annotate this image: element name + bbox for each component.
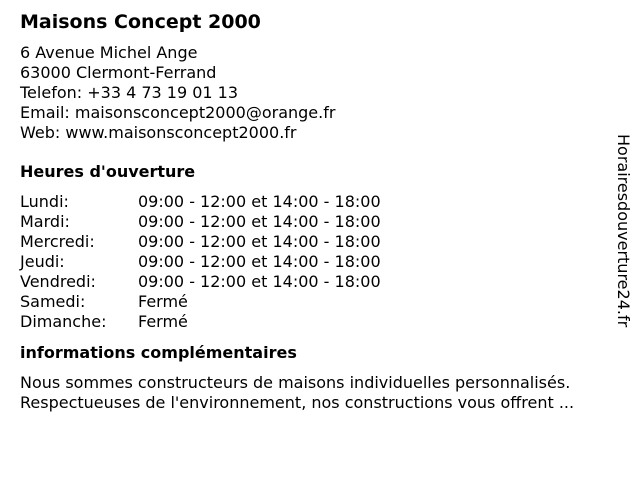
hours-row-sunday [20, 312, 620, 332]
additional-info-heading: informations complémentaires [20, 343, 297, 362]
hours-day: Vendredi: [20, 272, 96, 291]
hours-time: 09:00 - 12:00 et 14:00 - 18:00 [138, 212, 381, 231]
hours-row-monday [20, 192, 620, 212]
business-name: Maisons Concept 2000 [20, 11, 261, 33]
opening-hours-table [20, 192, 620, 332]
website-line: Web: www.maisonsconcept2000.fr [20, 123, 297, 142]
site-watermark: Horairesdouverture24.fr [614, 134, 633, 328]
hours-row-tuesday [20, 212, 620, 232]
hours-day: Jeudi: [20, 252, 65, 271]
hours-time: 09:00 - 12:00 et 14:00 - 18:00 [138, 192, 381, 211]
business-card [20, 10, 620, 413]
address-city: 63000 Clermont-Ferrand [20, 63, 217, 82]
hours-row-wednesday [20, 232, 620, 252]
phone-line: Telefon: +33 4 73 19 01 13 [20, 83, 239, 102]
hours-time: Fermé [138, 312, 188, 331]
hours-day: Lundi: [20, 192, 69, 211]
hours-day: Dimanche: [20, 312, 107, 331]
hours-day: Samedi: [20, 292, 86, 311]
hours-time: Fermé [138, 292, 188, 311]
email-line: Email: maisonsconcept2000@orange.fr [20, 103, 336, 122]
hours-time: 09:00 - 12:00 et 14:00 - 18:00 [138, 252, 381, 271]
info-line: Nous sommes constructeurs de maisons individuelles personnalisés. [20, 373, 571, 392]
address-street: 6 Avenue Michel Ange [20, 43, 198, 62]
hours-day: Mercredi: [20, 232, 95, 251]
hours-row-thursday [20, 252, 620, 272]
hours-row-saturday [20, 292, 620, 312]
hours-day: Mardi: [20, 212, 70, 231]
info-line: Respectueuses de l'environnement, nos constructions vous offrent ... [20, 393, 575, 412]
hours-time: 09:00 - 12:00 et 14:00 - 18:00 [138, 232, 381, 251]
hours-row-friday [20, 272, 620, 292]
contact-block [20, 43, 620, 143]
hours-time: 09:00 - 12:00 et 14:00 - 18:00 [138, 272, 381, 291]
additional-info-text [20, 373, 620, 413]
opening-hours-heading: Heures d'ouverture [20, 162, 196, 181]
